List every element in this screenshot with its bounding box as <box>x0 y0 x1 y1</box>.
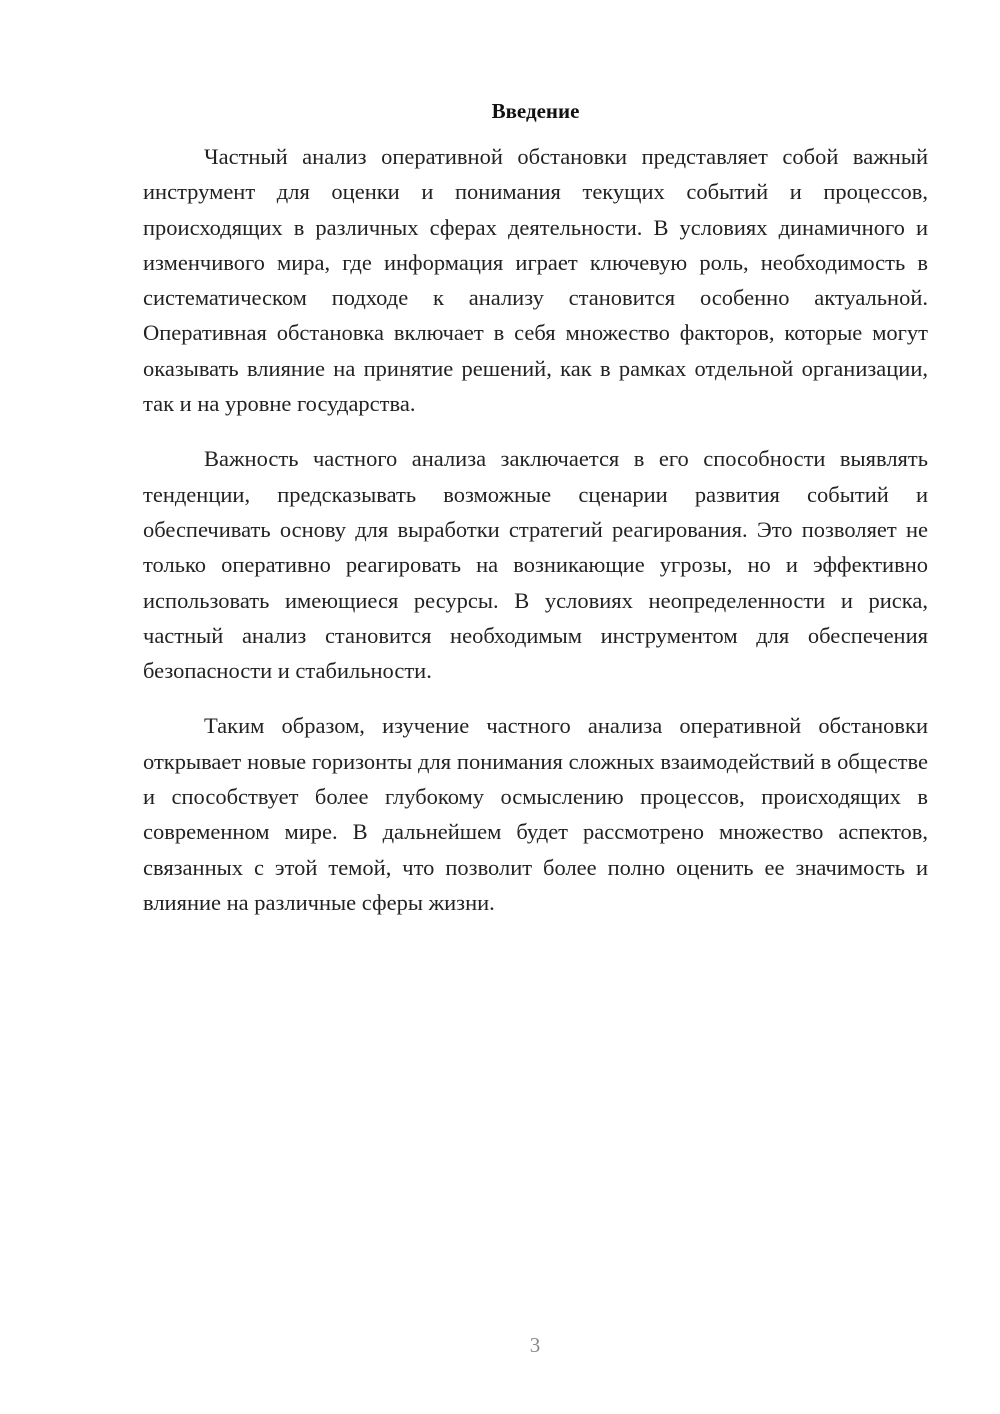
section-title: Введение <box>491 99 580 123</box>
paragraph-3: Таким образом, изучение частного анализа оперативной обстановки открывает новые горизонты для понимания сложных взаимодействий в обществе и способствует более глубокому осмыслению процессов, происходящих в современном мире. В дальнейшем будет рассмотрено множество аспектов, связанных с этой темой, что позволит более полно оценить ее значимость и влияние на различные сферы жизни. <box>143 713 928 915</box>
page-content <box>143 96 928 920</box>
paragraph-2: Важность частного анализа заключается в его способности выявлять тенденции, предсказывать возможные сценарии развития событий и обеспечивать основу для выработки стратегий реагирования. Это позволяет не только оперативно реагировать на возникающие угрозы, но и эффективно использовать имеющиеся ресурсы. В условиях неопределенности и риска, частный анализ становится необходимым инструментом для обеспечения безопасности и стабильности. <box>143 446 928 684</box>
paragraph-1: Частный анализ оперативной обстановки представляет собой важный инструмент для оценки и понимания текущих событий и процессов, происходящих в различных сферах деятельности. В условиях динамичного и изменчивого мира, где информация играет ключевую роль, необходимость в систематическом подходе к анализу становится особенно актуальной. Оперативная обстановка включает в себя множество факторов, которые могут оказывать влияние на принятие решений, как в рамках отдельной организации, так и на уровне государства. <box>143 144 928 417</box>
page-number: 3 <box>529 1333 541 1357</box>
